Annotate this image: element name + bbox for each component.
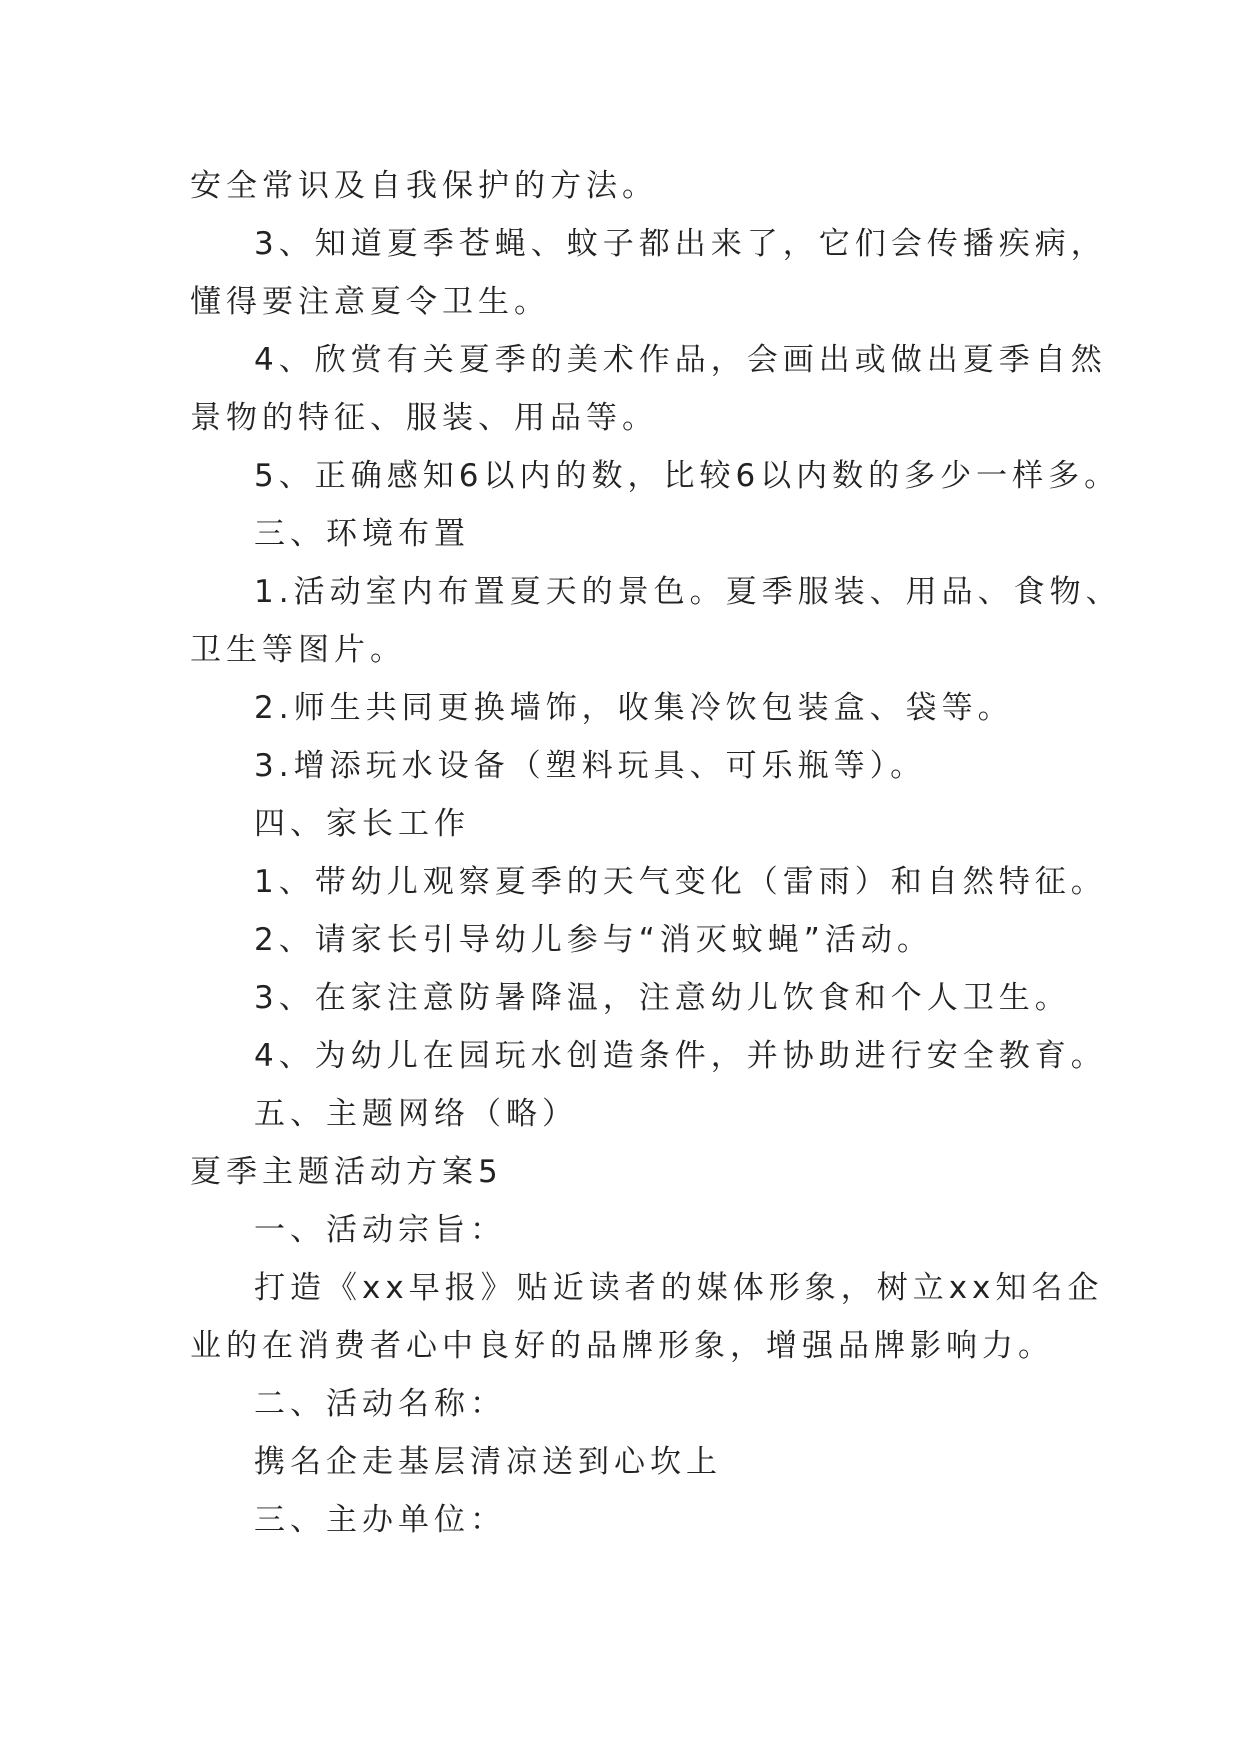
section-heading-organizer: 三、主办单位： (254, 1502, 506, 1538)
document-title-plan-5: 夏季主题活动方案5 (190, 1154, 503, 1190)
section-heading-name: 二、活动名称： (254, 1386, 506, 1422)
text-line-13: 1、带幼儿观察夏季的天气变化（雷雨）和自然特征。 (254, 864, 1107, 900)
text-line-3: 懂得要注意夏令卫生。 (190, 284, 550, 320)
text-line-11: 3.增添玩水设备（塑料玩具、可乐瓶等）。 (254, 748, 927, 784)
text-line-14: 2、请家长引导幼儿参与“消灭蚊蝇”活动。 (254, 922, 933, 958)
text-line-20: 打造《xx早报》贴近读者的媒体形象，树立xx知名企 (254, 1270, 1104, 1306)
document-body (190, 157, 1122, 1549)
text-line-16: 4、为幼儿在园玩水创造条件，并协助进行安全教育。 (254, 1038, 1107, 1074)
section-heading-parents: 四、家长工作 (254, 806, 470, 842)
text-line-8: 1.活动室内布置夏天的景色。夏季服装、用品、食物、 (254, 574, 1122, 610)
section-heading-purpose: 一、活动宗旨： (254, 1212, 506, 1248)
text-line-9: 卫生等图片。 (190, 632, 406, 668)
text-line-4: 4、欣赏有关夏季的美术作品，会画出或做出夏季自然 (254, 342, 1107, 378)
section-heading-network: 五、主题网络（略） (254, 1096, 578, 1132)
text-line-21: 业的在消费者心中良好的品牌形象，增强品牌影响力。 (190, 1328, 1054, 1364)
text-line-15: 3、在家注意防暑降温，注意幼儿饮食和个人卫生。 (254, 980, 1071, 1016)
text-line-5: 景物的特征、服装、用品等。 (190, 400, 658, 436)
text-line-1: 安全常识及自我保护的方法。 (190, 168, 658, 204)
text-line-6: 5、正确感知6以内的数，比较6以内数的多少一样多。 (254, 458, 1121, 494)
section-heading-environment: 三、环境布置 (254, 516, 470, 552)
text-line-23: 携名企走基层清凉送到心坎上 (254, 1444, 722, 1480)
text-line-10: 2.师生共同更换墙饰，收集冷饮包装盒、袋等。 (254, 690, 1014, 726)
text-line-2: 3、知道夏季苍蝇、蚊子都出来了，它们会传播疾病， (254, 226, 1107, 262)
